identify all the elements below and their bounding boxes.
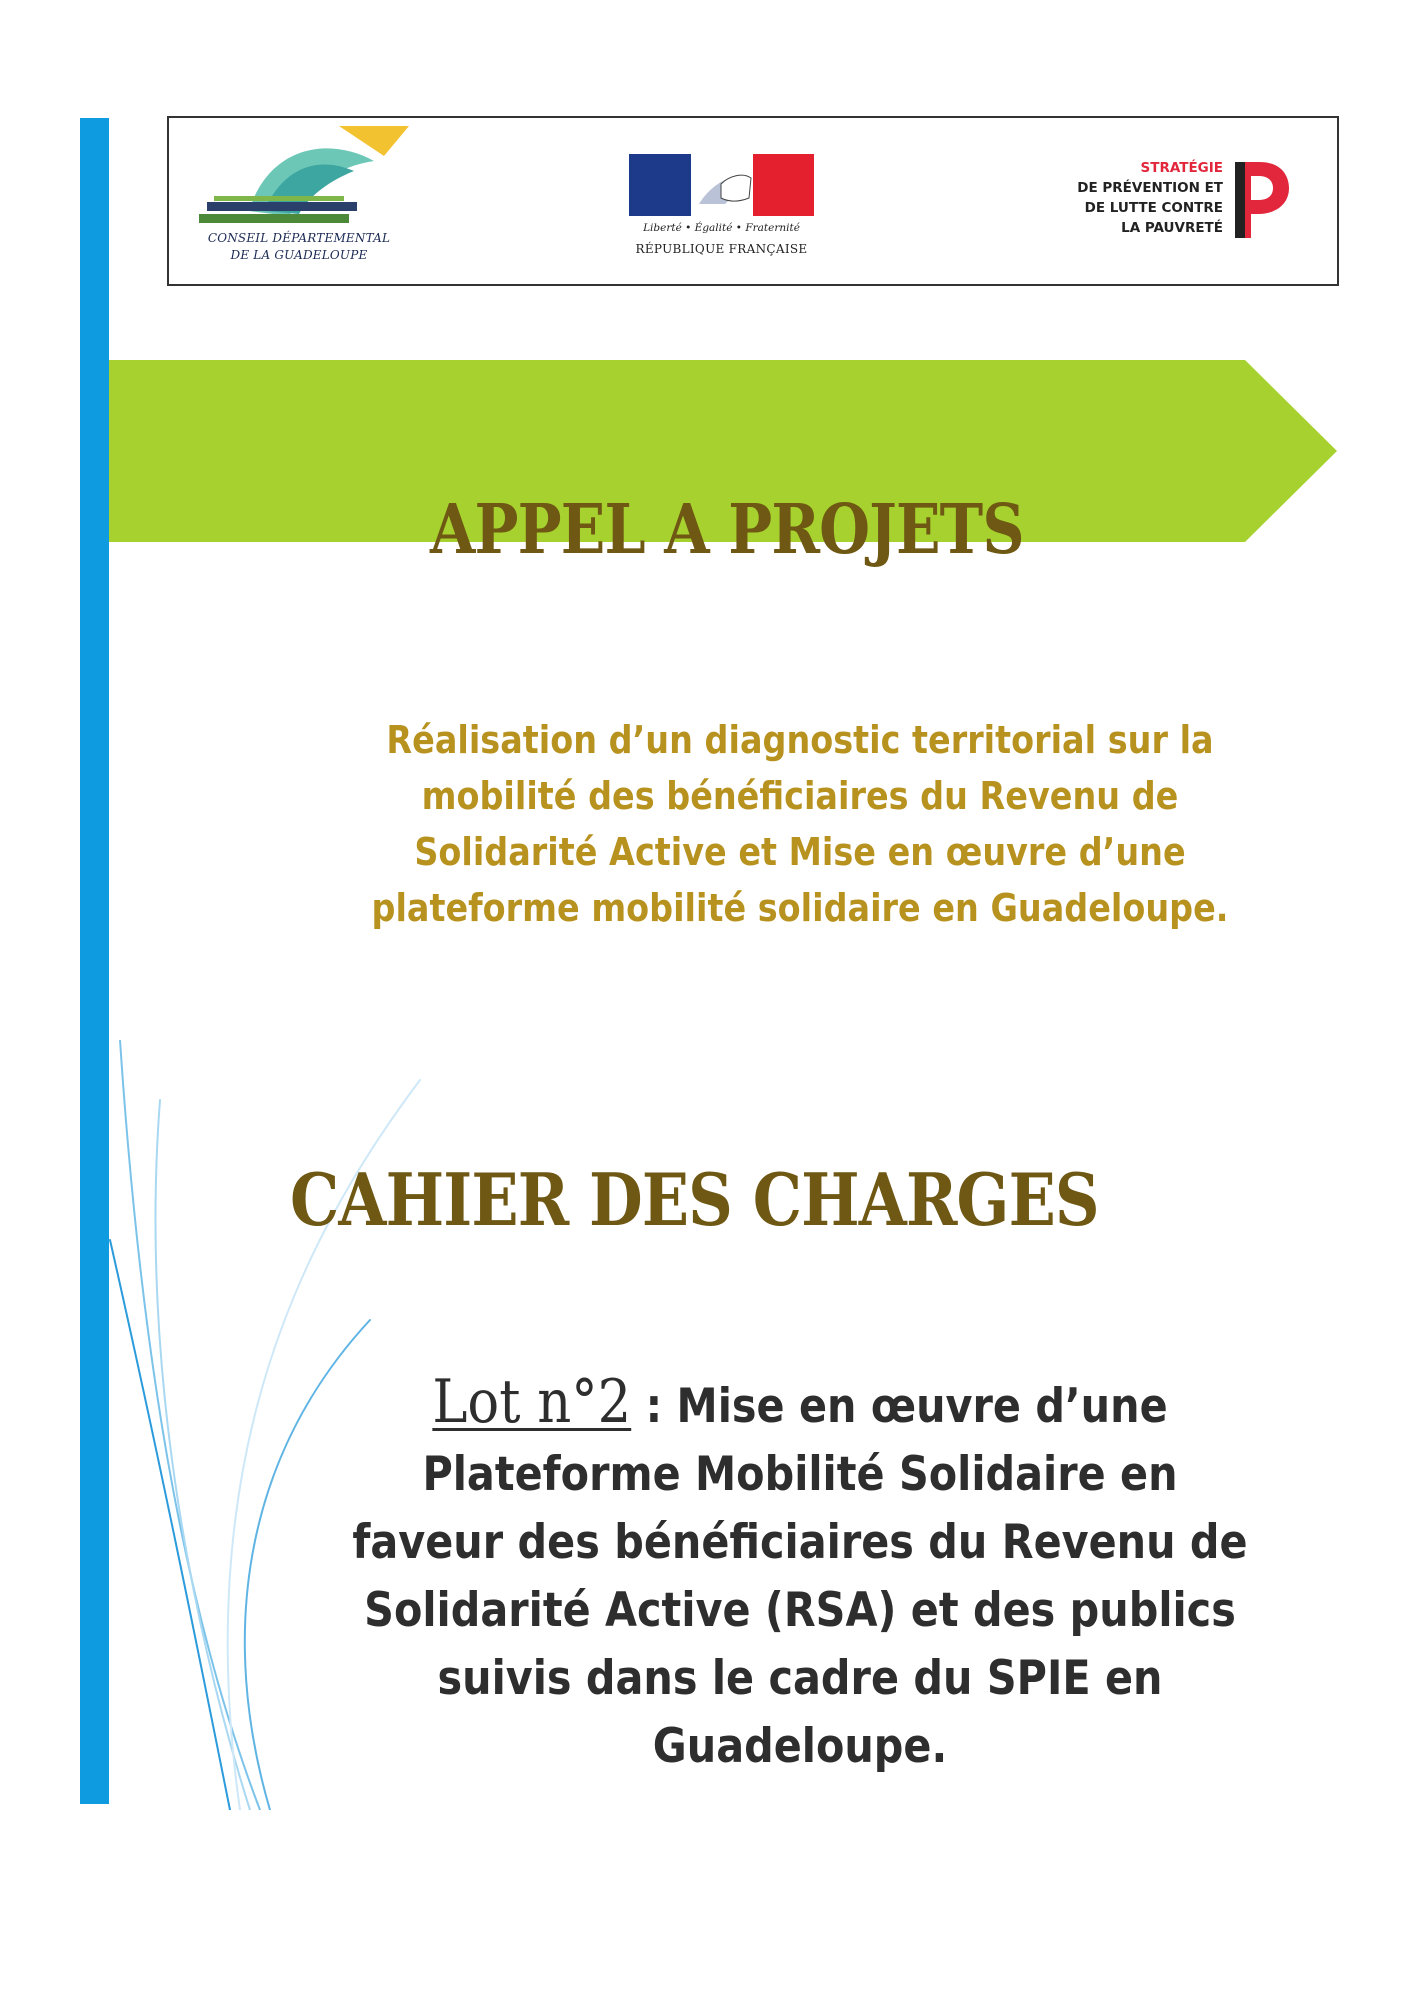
lot-description: Mise en œuvre d’une Plateforme Mobilité Solidaire en faveur des bénéficiaires du Revenu de Solidarité Active (RSA) et des publics suivis dans le cadre du SPIE en Guadeloupe. xyxy=(352,1379,1248,1774)
project-subtitle: Réalisation d’un diagnostic territorial sur la mobilité des bénéficiaires du Revenu de Solidarité Active et Mise en œuvre d’une plateforme mobilité solidaire en Guadeloupe. xyxy=(371,718,1229,930)
p-mark-icon xyxy=(1229,158,1289,240)
strategie-line1: STRATÉGIE xyxy=(1140,160,1223,176)
conseil-logo-line1: CONSEIL DÉPARTEMENTAL xyxy=(207,231,391,245)
appel-a-projets-title: APPEL A PROJETS xyxy=(430,490,1024,570)
republique-motto: Liberté • Égalité • Fraternité xyxy=(643,222,800,234)
partner-logos-header xyxy=(167,116,1339,286)
conseil-logo-line2: DE LA GUADELOUPE xyxy=(230,248,368,262)
lot-number: Lot n°2 xyxy=(432,1367,632,1437)
conseil-departemental-logo xyxy=(189,126,429,276)
strategie-line3: DE LUTTE CONTRE xyxy=(1084,200,1223,216)
cahier-des-charges-title: CAHIER DES CHARGES xyxy=(290,1157,1099,1242)
strategie-line2: DE PRÉVENTION ET xyxy=(1077,180,1223,196)
strategie-line4: LA PAUVRETÉ xyxy=(1121,220,1223,236)
republique-francaise-logo xyxy=(629,154,814,274)
lot-separator: : xyxy=(631,1379,677,1434)
guadeloupe-emblem-icon xyxy=(189,126,429,236)
marianne-icon xyxy=(629,154,814,220)
lot-description-block xyxy=(342,1368,1257,1781)
republique-name: RÉPUBLIQUE FRANÇAISE xyxy=(635,242,808,256)
strategie-pauvrete-logo xyxy=(1049,158,1289,248)
